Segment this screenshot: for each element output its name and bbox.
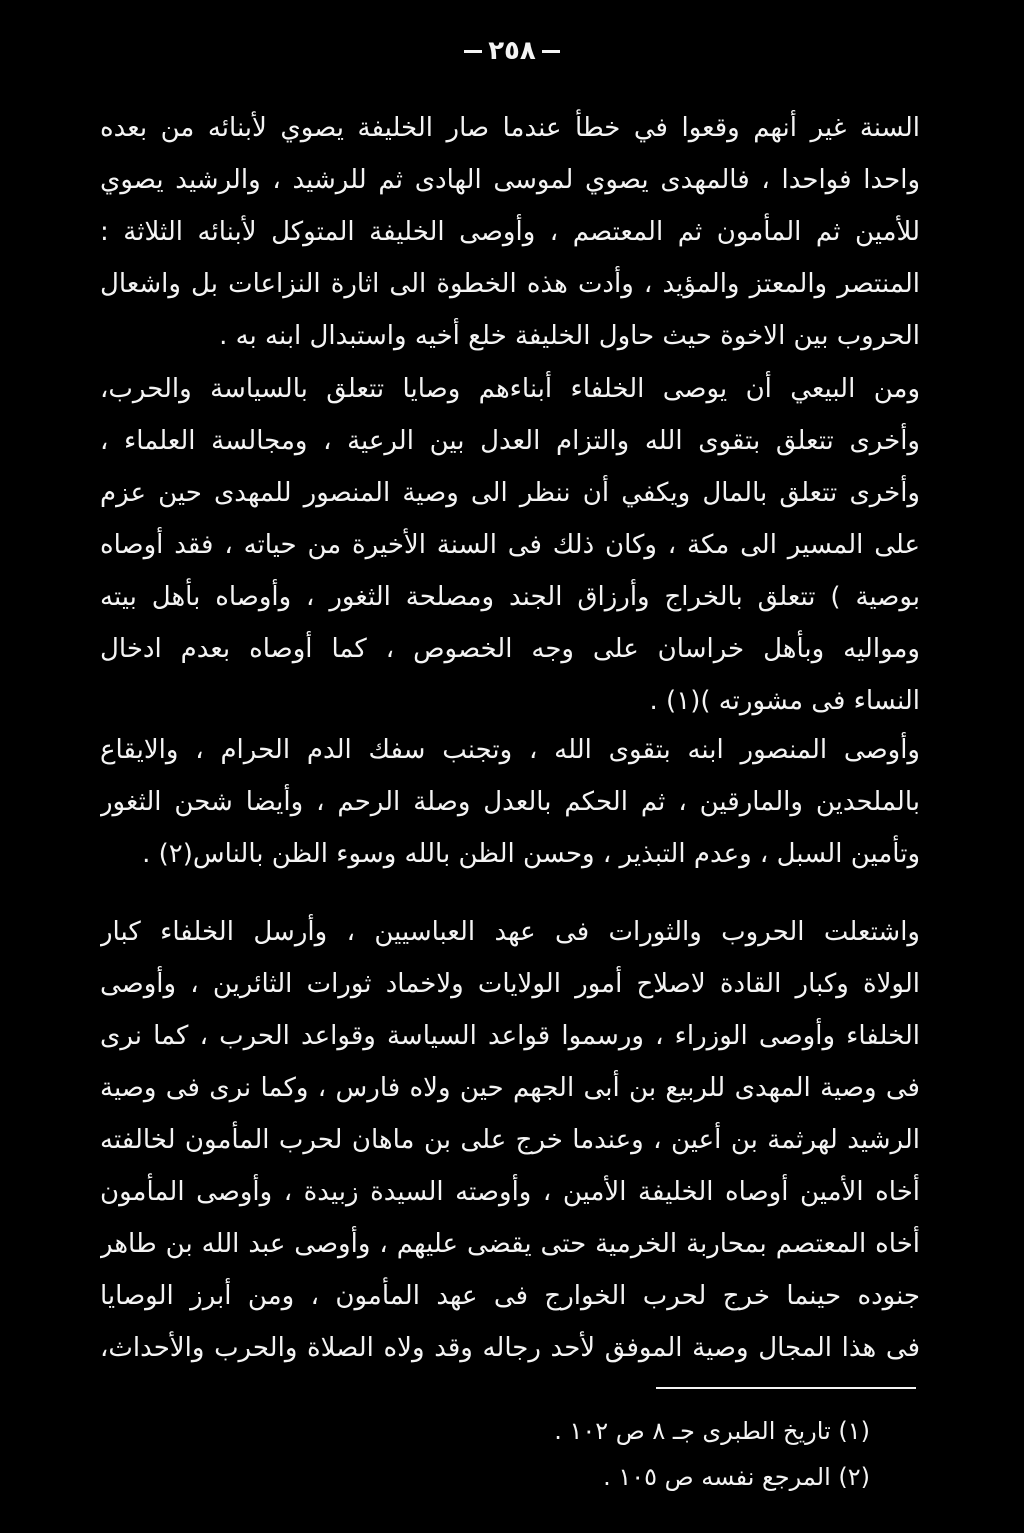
text-line: بوصية ) تتعلق بالخراج وأرزاق الجند ومصلحة الثغور ، وأوصاه بأهل بيته bbox=[100, 582, 920, 612]
footnote-1: (١) تاريخ الطبرى جـ ٨ ص ١٠٢ . bbox=[554, 1417, 870, 1445]
text-line: واشتعلت الحروب والثورات فى عهد العباسيين ، وأرسل الخلفاء كبار bbox=[100, 917, 920, 947]
left-dash bbox=[464, 50, 482, 53]
right-dash bbox=[542, 50, 560, 53]
text-line: على المسير الى مكة ، وكان ذلك فى السنة الأخيرة من حياته ، فقد أوصاه bbox=[100, 530, 920, 560]
text-line: فى وصية المهدى للربيع بن أبى الجهم حين ولاه فارس ، وكما نرى فى وصية bbox=[100, 1073, 920, 1103]
paragraph-3 bbox=[100, 724, 920, 880]
footnote-2: (٢) المرجع نفسه ص ١٠٥ . bbox=[603, 1463, 870, 1491]
text-line: الخلفاء وأوصى الوزراء ، ورسموا قواعد السياسة وقواعد الحرب ، كما نرى bbox=[100, 1021, 920, 1051]
text-line: ومواليه وبأهل خراسان على وجه الخصوص ، كما أوصاه بعدم ادخال bbox=[100, 634, 920, 664]
text-line: فى هذا المجال وصية الموفق لأحد رجاله وقد ولاه الصلاة والحرب والأحداث، bbox=[100, 1333, 920, 1363]
text-line: الحروب بين الاخوة حيث حاول الخليفة خلع أخيه واستبدال ابنه به . bbox=[219, 321, 920, 351]
paragraph-4 bbox=[100, 906, 920, 1374]
text-line: بالملحدين والمارقين ، ثم الحكم بالعدل وصلة الرحم ، وأيضا شحن الثغور bbox=[100, 787, 920, 817]
text-line: الولاة وكبار القادة لاصلاح أمور الولايات ولاخماد ثورات الثائرين ، وأوصى bbox=[100, 969, 920, 999]
page-number bbox=[0, 36, 1024, 66]
text-line: السنة غير أنهم وقعوا في خطأ عندما صار الخليفة يصوي لأبنائه من بعده bbox=[100, 113, 920, 143]
text-line: ومن البيعي أن يوصى الخلفاء أبناءهم وصايا تتعلق بالسياسة والحرب، bbox=[100, 374, 920, 404]
text-line: أخاه المعتصم بمحاربة الخرمية حتى يقضى عليهم ، وأوصى عبد الله بن طاهر bbox=[100, 1229, 920, 1259]
footnotes bbox=[480, 1408, 870, 1500]
text-line: النساء فى مشورته )(١) . bbox=[649, 686, 920, 716]
paragraph-1 bbox=[100, 102, 920, 362]
paragraph-2 bbox=[100, 363, 920, 727]
text-line: المنتصر والمعتز والمؤيد ، وأدت هذه الخطوة الى اثارة النزاعات بل واشعال bbox=[100, 269, 920, 299]
text-line: جنوده حينما خرج لحرب الخوارج فى عهد المأمون ، ومن أبرز الوصايا bbox=[100, 1281, 920, 1311]
text-line: وتأمين السبل ، وعدم التبذير ، وحسن الظن بالله وسوء الظن بالناس(٢) . bbox=[142, 839, 920, 869]
text-line: وأوصى المنصور ابنه بتقوى الله ، وتجنب سفك الدم الحرام ، والايقاع bbox=[100, 735, 920, 765]
text-line: وأخرى تتعلق بتقوى الله والتزام العدل بين الرعية ، ومجالسة العلماء ، bbox=[100, 426, 920, 456]
page-number-text: ٢٥٨ bbox=[488, 36, 536, 66]
text-line: وأخرى تتعلق بالمال ويكفي أن ننظر الى وصية المنصور للمهدى حين عزم bbox=[100, 478, 920, 508]
text-line: واحدا فواحدا ، فالمهدى يصوي لموسى الهادى ثم للرشيد ، والرشيد يصوي bbox=[100, 165, 920, 195]
text-line: أخاه الأمين أوصاه الخليفة الأمين ، وأوصته السيدة زبيدة ، وأوصى المأمون bbox=[100, 1177, 920, 1207]
footnote-divider bbox=[656, 1387, 916, 1389]
text-line: الرشيد لهرثمة بن أعين ، وعندما خرج على بن ماهان لحرب المأمون لخالفته bbox=[100, 1125, 920, 1155]
text-line: للأمين ثم المأمون ثم المعتصم ، وأوصى الخليفة المتوكل لأبنائه الثلاثة : bbox=[100, 217, 920, 247]
